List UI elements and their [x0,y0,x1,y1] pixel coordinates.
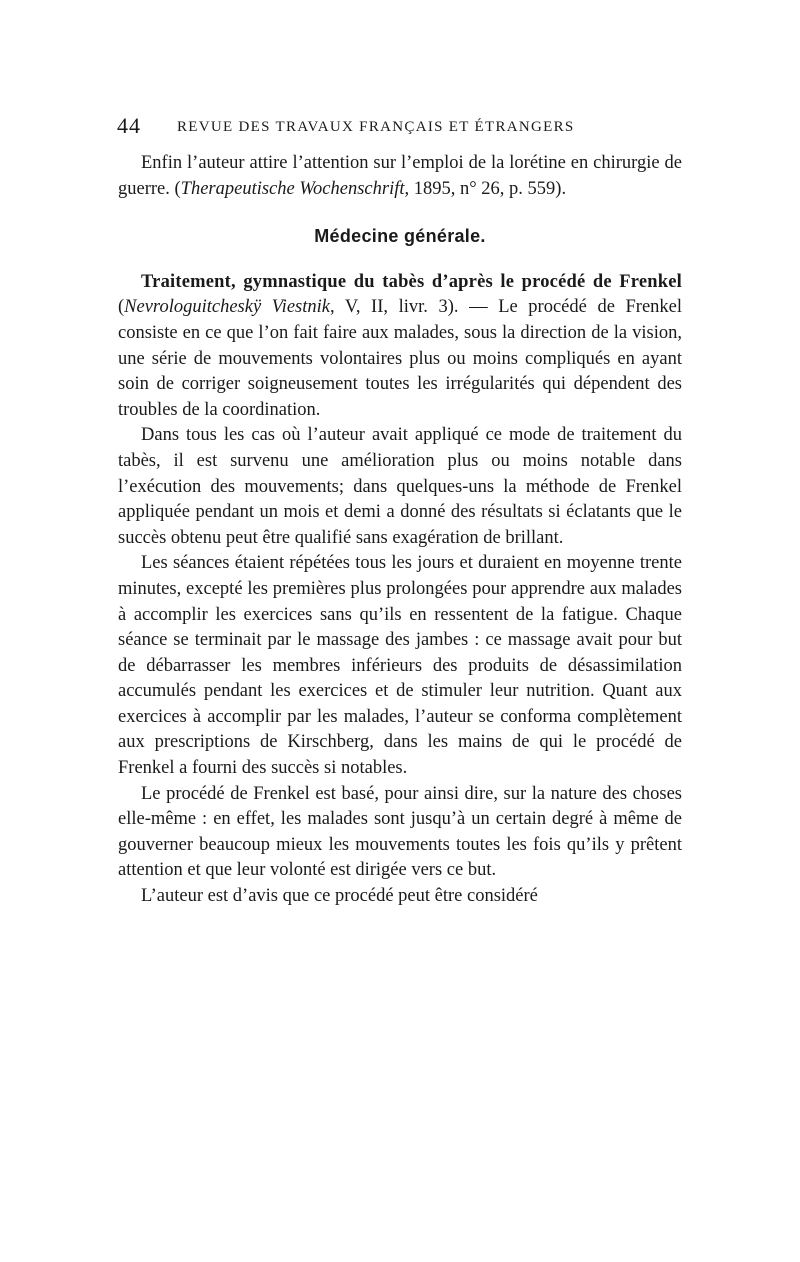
article-paragraph: Dans tous les cas où l’auteur avait appliqué ce mode de traitement du tabès, il est survenu une amélioration plus ou moins notable dans l’exécution des mouvements; dans quelques-uns la méthode de Frenkel appliquée pendant un mois et demi a donné des résultats si éclatants que le succès obtenu peut être qualifié sans exagération de brillant. [118,425,682,548]
running-head [117,113,685,139]
intro-citation-details: , 1895, n° 26, p. 559). [404,178,567,199]
article-citation-journal: Nevrologuitcheskÿ Viestnik [124,297,330,318]
article-paragraph: Le procédé de Frenkel est basé, pour ainsi dire, sur la nature des choses elle-même : en effet, les malades sont jusqu’à un certain degré à même de gouverner beaucoup mieux les mouvements toutes les fois qu’ils y prêtent attention et que leur volonté est dirigée vers ce but. [118,783,682,881]
article-lead-text: Le procédé de Frenkel consiste en ce que l’on fait faire aux malades, sous la direction de la vision, une série de mouvements volontaires plus ou moins compliqués en ayant soin de corriger soigneusement toutes les irrégularités qui dépendent des troubles de la coordination. [118,297,683,420]
intro-text: Enfin l’auteur attire l’attention sur l’emploi de la lorétine en chirurgie de guerre. ( [118,153,682,199]
body-text [118,151,682,910]
article-lead-paragraph [118,270,682,424]
article-citation-open: ( [118,297,125,318]
article-citation-rest: , V, II, livr. 3). — [329,297,499,318]
article-paragraph: Les séances étaient répétées tous les jours et duraient en moyenne trente minutes, excepté les premières plus prolongées pour apprendre aux malades à accomplir les exercices sans qu’ils en ressentent de la fatigue. Chaque séance se terminait par le massage des jambes : ce massage avait pour but de débarrasser les membres inférieurs des produits de désassimilation accumulés pendant les exercices et de stimuler leur nutrition. Quant aux exercices à accomplir par les malades, l’auteur se conforma complètement aux prescriptions de Kirschberg, dans les mains de qui le procédé de Frenkel a fourni des succès si notables. [118,553,682,779]
article-title: Traitement, gymnastique du tabès d’après le procédé de Frenkel [141,271,682,292]
running-title: REVUE DES TRAVAUX FRANÇAIS ET ÉTRANGERS [177,119,575,135]
article-paragraph: L’auteur est d’avis que ce procédé peut être considéré [141,886,538,907]
page-number: 44 [117,113,141,138]
intro-citation-title: Therapeutische Wochenschrift [180,178,405,199]
section-heading: Médecine générale. [314,226,486,247]
intro-paragraph [118,151,682,202]
